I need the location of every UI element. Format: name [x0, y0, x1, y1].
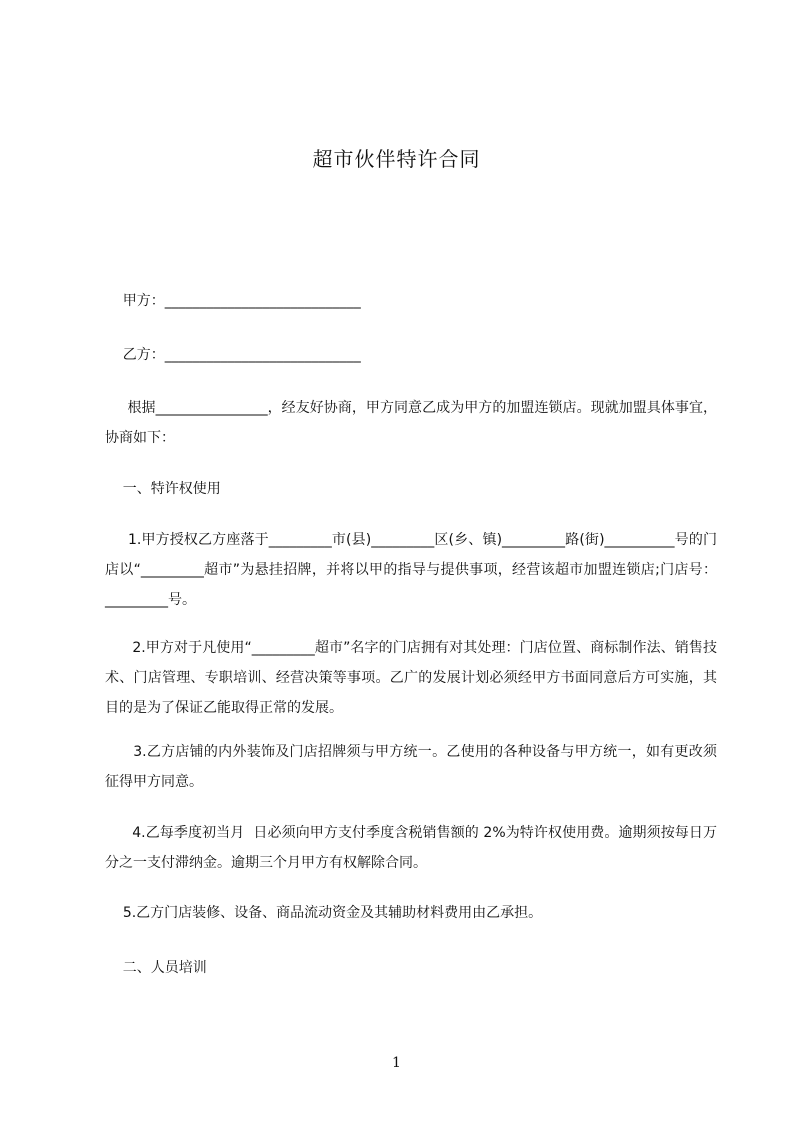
clause-4: 4.乙每季度初当月 日必须向甲方支付季度含税销售额的 2%为特许权使用费。逾期须按每日万分之一支付滞纳金。逾期三个月甲方有权解除合同。 [105, 825, 717, 871]
party-b-line: 乙方：____________________________ [105, 347, 361, 363]
clause-5: 5.乙方门店装修、设备、商品流动资金及其辅助材料费用由乙承担。 [105, 905, 543, 921]
intro-paragraph: 根据________________，经友好协商，甲方同意乙成为甲方的加盟连锁店。现就加盟具体事宜，协商如下： [105, 400, 717, 446]
section-heading-staff-training: 二、人员培训 [105, 960, 207, 976]
section-heading-franchise-use: 一、特许权使用 [105, 481, 221, 497]
clause-2: 2.甲方对于凡使用“_________超市”名字的门店拥有对其处理：门店位置、商标制作法、销售技术、门店管理、专职培训、经营决策等事项。乙广的发展计划必须经甲方书面同意后方可实施，其目的是为了保证乙能取得正常的发展。 [105, 640, 717, 716]
clause-3: 3.乙方店铺的内外装饰及门店招牌须与甲方统一。乙使用的各种设备与甲方统一，如有更改须征得甲方同意。 [105, 744, 718, 790]
party-a-line: 甲方：____________________________ [105, 293, 361, 309]
page-number: 1 [392, 1055, 401, 1071]
clause-1: 1.甲方授权乙方座落于_________市(县)_________区(乡、镇)_________路(街)__________号的门店以“_________超市”为悬挂招牌，并将以甲的指导与提供事项，经营该超市加盟连锁店;门店号：_________号。 [105, 532, 717, 608]
document-title: 超市伙伴特许合同 [312, 147, 481, 171]
